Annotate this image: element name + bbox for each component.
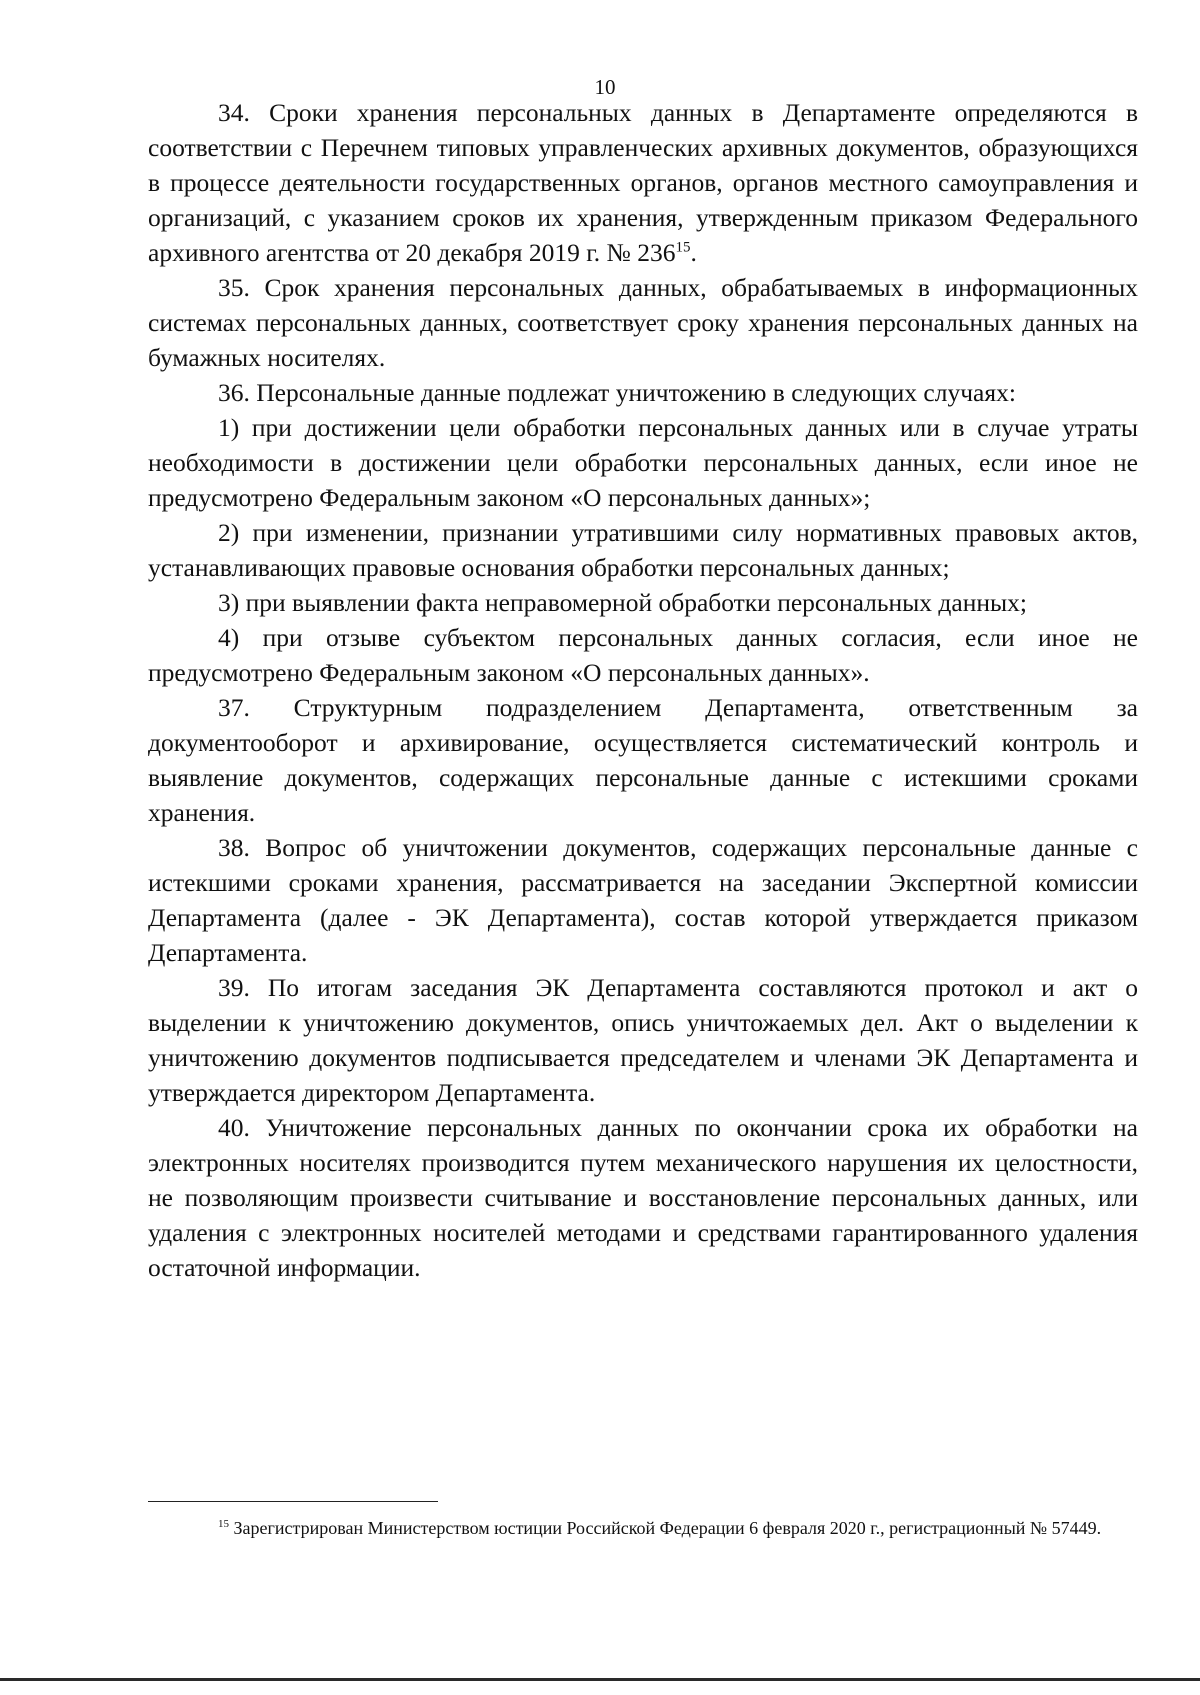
paragraph-34-tail: . xyxy=(690,238,697,267)
document-body xyxy=(148,95,1138,1285)
paragraph-36-item-4: 4) при отзыве субъектом персональных данных согласия, если иное не предусмотрено Федеральным законом «О персональных данных». xyxy=(148,623,1138,687)
paragraph-36-item-2: 2) при изменении, признании утратившими силу нормативных правовых актов, устанавливающих правовые основания обработки персональных данных; xyxy=(148,518,1138,582)
footnote xyxy=(148,1513,1138,1543)
footnote-reference[interactable]: 15 xyxy=(675,239,691,256)
paragraph-34 xyxy=(148,95,1138,270)
footnote-divider xyxy=(148,1501,438,1502)
footnote-text: Зарегистрирован Министерством юстиции Российской Федерации 6 февраля 2020 г., регистрационный № 57449. xyxy=(229,1518,1102,1538)
paragraph-40: 40. Уничтожение персональных данных по окончании срока их обработки на электронных носителях производится путем механического нарушения их целостности, не позволяющим произвести считывание и восстановление персональных данных, или удаления с электронных носителей методами и средствами гарантированного удаления остаточной информации. xyxy=(148,1113,1138,1282)
footnote-marker: 15 xyxy=(218,1518,229,1530)
paragraph-38: 38. Вопрос об уничтожении документов, содержащих персональные данные с истекшими сроками хранения, рассматривается на заседании Экспертной комиссии Департамента (далее - ЭК Департамента), состав которой утверждается приказом Департамента. xyxy=(148,833,1138,967)
paragraph-36: 36. Персональные данные подлежат уничтожению в следующих случаях: xyxy=(218,378,1016,407)
paragraph-36-item-1: 1) при достижении цели обработки персональных данных или в случае утраты необходимости в достижении цели обработки персональных данных, если иное не предусмотрено Федеральным законом «О персональных данных»; xyxy=(148,413,1138,512)
page-number: 10 xyxy=(594,75,616,99)
paragraph-39: 39. По итогам заседания ЭК Департамента составляются протокол и акт о выделении к уничтожению документов, опись уничтожаемых дел. Акт о выделении к уничтожению документов подписывается председателем и членами ЭК Департамента и утверждается директором Департамента. xyxy=(148,973,1138,1107)
paragraph-37: 37. Структурным подразделением Департамента, ответственным за документооборот и архивирование, осуществляется систематический контроль и выявление документов, содержащих персональные данные с истекшими сроками хранения. xyxy=(148,693,1138,827)
paragraph-34-text: 34. Сроки хранения персональных данных в Департаменте определяются в соответствии с Перечнем типовых управленческих архивных документов, образующихся в процессе деятельности государственных органов, органов местного самоуправления и организаций, с указанием сроков их хранения, утвержденным приказом Федерального архивного агентства от 20 декабря 2019 г. № 236 xyxy=(148,98,1138,267)
scan-bottom-edge xyxy=(0,1678,1200,1681)
paragraph-36-item-3: 3) при выявлении факта неправомерной обработки персональных данных; xyxy=(218,588,1027,617)
paragraph-35: 35. Срок хранения персональных данных, обрабатываемых в информационных системах персональных данных, соответствует сроку хранения персональных данных на бумажных носителях. xyxy=(148,273,1138,372)
